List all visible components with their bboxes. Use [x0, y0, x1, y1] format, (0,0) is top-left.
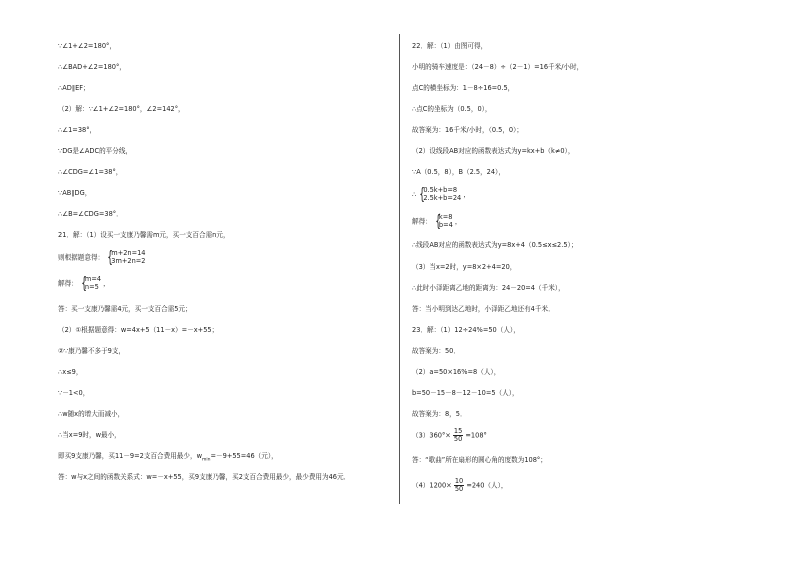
equation-system — [434, 214, 453, 229]
text-line: ∴此时小泽距离乙地的距离为：24－20=4（千米）， — [412, 284, 565, 292]
text-line: （3）当x=2时，y=8×2+4=20， — [412, 263, 517, 271]
equation: { m=4 — [84, 275, 102, 283]
text-part: =－9+55=46（元）， — [210, 452, 278, 460]
text-line: ②∵康乃馨不多于9支， — [58, 347, 126, 355]
fraction — [454, 478, 464, 493]
text-line: 故答案为：16千米/小时，（0.5，0）； — [412, 126, 524, 134]
text-line: ∴当x=9时，w最小， — [58, 431, 121, 439]
text-line: 答：当小明到达乙地时，小泽距乙地还有4千米． — [412, 305, 555, 313]
fraction-line — [412, 478, 508, 493]
column-divider — [399, 34, 400, 504]
text-line: 21．解：（1）设买一支康乃馨需m元，买一支百合需n元， — [58, 231, 230, 239]
fraction-line — [412, 428, 487, 443]
numerator: 10 — [454, 477, 464, 485]
equation-line — [412, 214, 462, 229]
text-line: b=50－15－8－12－10=5（人）， — [412, 389, 519, 397]
text-line: ∴∠BAD+∠2=180°， — [58, 63, 126, 71]
equation-suffix: ， — [454, 217, 462, 226]
equation-suffix: ， — [463, 190, 470, 199]
text-line: （2）①根据题意得：w=4x+5（11－x）=－x+55； — [58, 326, 219, 334]
text-line: 答：买一支康乃馨需4元，买一支百合需5元； — [58, 305, 192, 313]
text-part: =240（人）， — [466, 481, 508, 490]
text-line: ∴∠1=38°， — [58, 126, 97, 134]
equation-line — [58, 276, 110, 291]
text-line: ∵DG是∠ADC的平分线， — [58, 147, 133, 155]
text-line: ∵A（0.5，8），B（2.5，24）， — [412, 168, 505, 176]
fraction — [453, 428, 463, 443]
equation-system — [106, 250, 145, 265]
text-line: 答：“歌曲”所在扇形的圆心角的度数为108°； — [412, 456, 547, 464]
text-line: 点C的横坐标为：1－8÷16=0.5， — [412, 84, 515, 92]
text-line: （2）解：∵∠1+∠2=180°，∠2=142°， — [58, 105, 185, 113]
equation-line — [412, 187, 470, 202]
numerator: 15 — [453, 427, 463, 435]
text-line: 22．解：（1）由图可得， — [412, 42, 488, 50]
text-line: ∵－1<0， — [58, 389, 90, 397]
text-line: （2）设线段AB对应的函数表达式为y=kx+b（k≠0）， — [412, 147, 575, 155]
text-line: ∵∠1+∠2=180°， — [58, 42, 116, 50]
text-line: 故答案为：50． — [412, 347, 460, 355]
text-line: ∴w随x的增大而减小， — [58, 410, 125, 418]
text-line: 故答案为：8，5． — [412, 410, 467, 418]
text-line: （2）a=50×16%=8（人）， — [412, 368, 501, 376]
text-line: ∴∠B=∠CDG=38°． — [58, 210, 123, 218]
equation: b=4 — [438, 220, 453, 229]
equation: 2.5k+b=24 — [423, 193, 462, 202]
text-line: ∴线段AB对应的函数表达式为y=8x+4（0.5≤x≤2.5）； — [412, 241, 578, 249]
equation: { m+2n=14 — [111, 249, 146, 257]
equation-suffix: ， — [103, 279, 110, 288]
text-line: 23．解：（1）12÷24%=50（人）， — [412, 326, 520, 334]
text-line: 答：w与x之间的函数关系式：w=－x+55，买9支康乃馨，买2支百合费用最少，最少费用为46元． — [58, 473, 351, 481]
equation-prefix: 则根据题意得： — [58, 253, 105, 262]
equation-system — [418, 187, 461, 202]
denominator: 50 — [453, 435, 463, 443]
text-line: ∴x≤9， — [58, 368, 83, 376]
equation: 3m+2n=2 — [111, 256, 146, 265]
equation-system — [80, 276, 101, 291]
text-line — [58, 452, 278, 464]
equation-prefix: ∴ — [412, 190, 417, 199]
equation: n=5 — [84, 282, 99, 291]
equation: { 0.5k+b=8 — [423, 186, 458, 194]
text-part: =108° — [465, 431, 487, 440]
denominator: 50 — [454, 485, 464, 493]
text-line: 小明的骑车速度是：（24－8）÷（2－1）=16千米/小时， — [412, 63, 584, 71]
subscript: min — [202, 457, 211, 463]
text-line: ∴AD∥EF； — [58, 84, 90, 92]
equation-prefix: 解得： — [412, 217, 432, 226]
text-part: （4）1200× — [412, 481, 452, 490]
text-line: ∵AB∥DG， — [58, 189, 92, 197]
text-part: （3）360°× — [412, 431, 451, 440]
equation-line — [58, 250, 146, 265]
text-part: 即买9支康乃馨，买11－9=2支百合费用最少，w — [58, 452, 202, 460]
equation: { k=8 — [438, 213, 453, 221]
text-line: ∴点C的坐标为（0.5，0）， — [412, 105, 492, 113]
equation-prefix: 解得： — [58, 279, 78, 288]
text-line: ∴∠CDG=∠1=38°， — [58, 168, 123, 176]
